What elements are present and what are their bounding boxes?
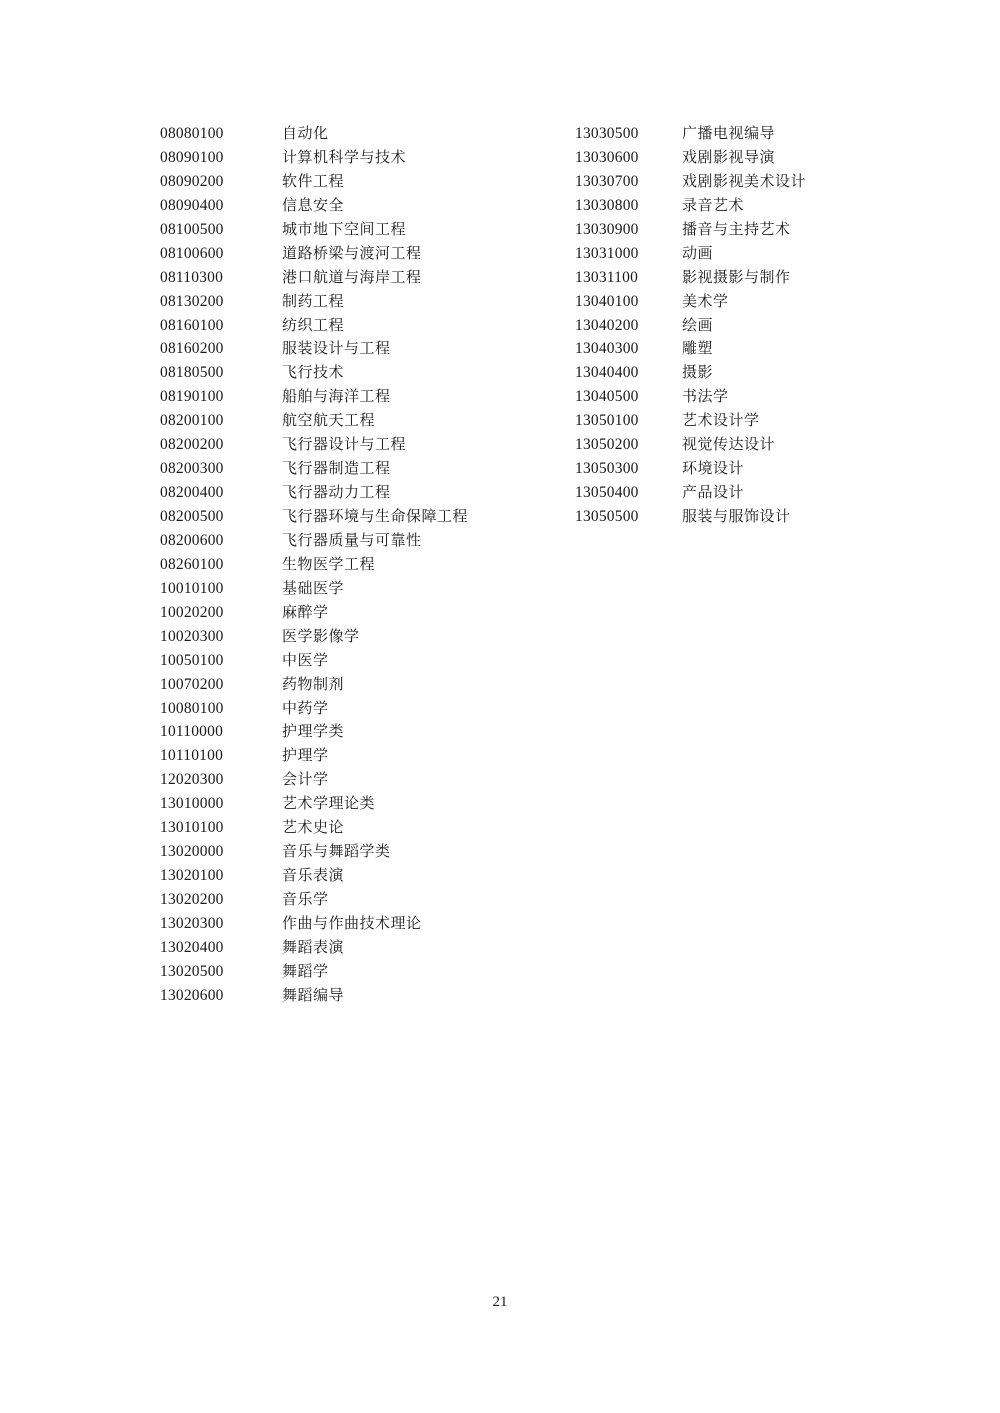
list-item [160,194,560,218]
list-item [160,314,560,338]
major-code: 08200100 [160,412,224,430]
list-item [160,242,560,266]
list-item [160,218,560,242]
major-code: 13040400 [575,364,639,382]
major-code: 13020600 [160,986,224,1004]
major-code: 13030700 [575,172,639,190]
list-item [575,218,955,242]
major-name: 舞蹈表演 [282,937,345,956]
major-name: 生物医学工程 [282,554,376,573]
major-name: 音乐学 [282,890,329,908]
list-item [160,505,560,529]
major-name: 飞行器动力工程 [282,483,391,502]
major-name: 音乐与舞蹈学类 [282,842,391,861]
list-item [575,433,955,457]
right-column [575,122,955,529]
list-item [160,840,560,864]
major-name: 音乐表演 [282,866,345,885]
major-code: 13010100 [160,819,224,837]
major-name: 产品设计 [682,483,745,502]
major-code: 08100500 [160,220,224,238]
major-code: 13050200 [575,436,639,454]
major-code: 13030600 [575,148,639,166]
list-item [575,242,955,266]
list-item [160,170,560,194]
major-name: 绘画 [682,315,714,334]
major-name: 麻醉学 [282,602,329,621]
major-code: 13020000 [160,843,224,861]
major-code: 13050500 [575,508,639,525]
major-code: 10070200 [160,675,224,693]
major-code: 13050300 [575,460,639,478]
list-item [160,649,560,673]
major-name: 作曲与作曲技术理论 [282,913,422,932]
major-code: 08180500 [160,364,224,382]
list-item [575,385,955,409]
major-code: 08090400 [160,196,224,214]
major-name: 服装与服饰设计 [682,507,791,525]
major-name: 环境设计 [682,459,745,478]
major-name: 计算机科学与技术 [282,147,407,166]
page-number: 21 [492,1294,508,1310]
major-name: 药物制剂 [282,674,345,693]
major-name: 动画 [682,243,714,262]
list-item [160,768,560,792]
list-item [160,960,560,984]
major-code: 13020100 [160,867,224,885]
major-code: 08090100 [160,148,224,166]
major-name: 自动化 [282,124,329,142]
list-item [160,146,560,170]
major-code: 10010100 [160,579,224,597]
major-code: 13040500 [575,388,639,406]
major-code: 13050400 [575,484,639,502]
list-item [160,984,560,1008]
list-item [575,314,955,338]
major-name: 播音与主持艺术 [682,219,791,238]
major-code: 08080100 [160,125,224,142]
major-code: 13030500 [575,125,639,142]
major-code: 13020300 [160,914,224,932]
list-item [575,170,955,194]
list-item [160,529,560,553]
list-item [160,912,560,936]
list-item [575,194,955,218]
major-code: 13050100 [575,412,639,430]
list-item [160,337,560,361]
list-item [575,457,955,481]
list-item [160,673,560,697]
major-name: 影视摄影与制作 [682,267,791,286]
list-item [160,457,560,481]
major-name: 航空航天工程 [282,411,376,430]
major-code: 08100600 [160,244,224,262]
major-code: 10050100 [160,651,224,669]
list-item [575,146,955,170]
major-name: 视觉传达设计 [682,435,776,454]
list-item [160,361,560,385]
list-item [160,888,560,912]
major-code: 08090200 [160,172,224,190]
major-name: 中药学 [282,698,329,717]
major-code: 13040200 [575,316,639,334]
major-name: 软件工程 [282,171,345,190]
left-column [160,122,560,1008]
major-code: 12020300 [160,771,224,789]
major-name: 服装设计与工程 [282,339,391,358]
list-item [160,792,560,816]
list-item [575,481,955,505]
list-item [575,290,955,314]
major-code: 08260100 [160,555,224,573]
major-name: 制药工程 [282,291,345,310]
major-name: 雕塑 [682,339,714,358]
list-item [160,577,560,601]
major-name: 书法学 [682,387,729,406]
major-code: 13031100 [575,268,639,286]
major-code: 08200200 [160,436,224,454]
list-item [160,290,560,314]
major-code: 10020300 [160,627,224,645]
list-item [160,481,560,505]
major-code: 13031000 [575,244,639,262]
major-name: 纺织工程 [282,315,345,334]
major-name: 录音艺术 [682,195,745,214]
major-code: 08200500 [160,508,224,525]
major-code: 08190100 [160,388,224,406]
major-name: 道路桥梁与渡河工程 [282,243,422,262]
major-code: 13020400 [160,938,224,956]
major-name: 戏剧影视美术设计 [682,171,807,190]
major-name: 摄影 [682,363,714,382]
list-item [160,385,560,409]
list-item [160,553,560,577]
major-name: 护理学类 [282,722,345,741]
list-item [575,361,955,385]
major-code: 13020200 [160,891,224,908]
list-item [575,266,955,290]
major-code: 08200300 [160,460,224,478]
major-name: 基础医学 [282,578,345,597]
major-name: 舞蹈学 [282,961,329,980]
list-item [160,625,560,649]
list-item [575,505,955,529]
major-name: 会计学 [282,770,329,789]
list-item [160,720,560,744]
major-code: 13040300 [575,340,639,358]
major-name: 广播电视编导 [682,124,776,142]
list-item [160,122,560,146]
major-name: 飞行技术 [282,363,345,382]
list-item [160,744,560,768]
major-code: 08160100 [160,316,224,334]
major-name: 船舶与海洋工程 [282,387,391,406]
list-item [160,266,560,290]
list-item [160,816,560,840]
major-code: 10110000 [160,723,224,741]
major-code: 08130200 [160,292,224,310]
major-code: 10020200 [160,603,224,621]
major-name: 美术学 [682,291,729,310]
list-item [160,409,560,433]
list-item [575,122,955,146]
major-name: 飞行器质量与可靠性 [282,530,422,549]
list-item [160,433,560,457]
major-code: 08200400 [160,484,224,502]
major-name: 飞行器环境与生命保障工程 [282,507,469,525]
major-name: 飞行器制造工程 [282,459,391,478]
major-name: 护理学 [282,746,329,765]
major-code: 08160200 [160,340,224,358]
list-item [575,337,955,361]
major-code: 13020500 [160,962,224,980]
major-code: 08200600 [160,531,224,549]
list-item [160,864,560,888]
major-name: 戏剧影视导演 [682,147,776,166]
major-code: 13030900 [575,220,639,238]
major-name: 艺术学理论类 [282,794,376,813]
major-code: 08110300 [160,268,224,286]
major-name: 城市地下空间工程 [282,219,407,238]
major-name: 信息安全 [282,195,345,214]
major-name: 艺术设计学 [682,411,760,430]
major-code: 13040100 [575,292,639,310]
list-item [160,936,560,960]
list-item [575,409,955,433]
major-code: 13030800 [575,196,639,214]
major-name: 飞行器设计与工程 [282,435,407,454]
major-name: 艺术史论 [282,818,345,837]
major-name: 医学影像学 [282,626,360,645]
major-code: 13010000 [160,795,224,813]
major-code: 10080100 [160,699,224,717]
major-code: 10110100 [160,747,224,765]
list-item [160,697,560,721]
major-name: 中医学 [282,650,329,669]
major-name: 港口航道与海岸工程 [282,267,422,286]
major-name: 舞蹈编导 [282,985,345,1004]
list-item [160,601,560,625]
